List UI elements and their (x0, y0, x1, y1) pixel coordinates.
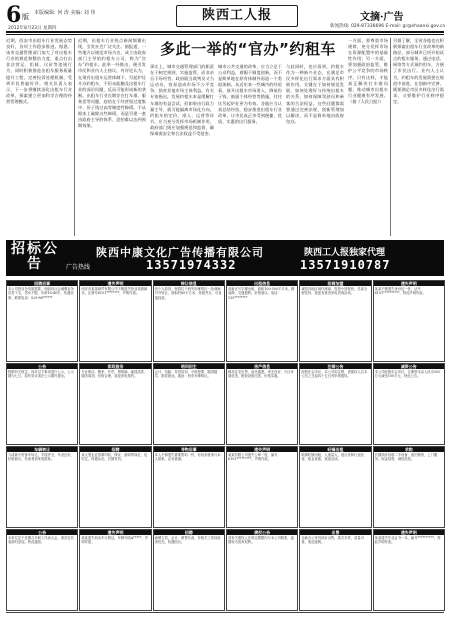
editor-line: 本版编辑: 何 涛 美编: 刘 伟 (34, 10, 96, 16)
classified-ad (226, 529, 298, 611)
masthead-logo: 陕西工人报 (176, 5, 298, 27)
classified-title: 家政服务 (80, 364, 150, 369)
section-title: 文摘·广告 (360, 12, 404, 23)
classified-ad (6, 363, 78, 445)
date-line: 2012年8月23日 星期四 (8, 26, 57, 31)
classified-ad (373, 446, 445, 528)
page-suffix: 版 (22, 13, 29, 21)
page-number: 6 (6, 2, 22, 28)
classified-ad (6, 446, 78, 528)
classified-title: 出售 (300, 530, 370, 535)
classified-body: 西安市某某商贸有限公司不慎遗失营业执照副本，注册号6101********，声明作废。 (81, 287, 148, 296)
classified-body: 某某不慎遗失身份证一张，证号6101**********，特此声明作废。 (374, 287, 426, 296)
classified-body: 请有关债权人在规定期限内与本公司联系，逾期视为放弃权利。 (228, 536, 294, 545)
article-column-2: 事实上，城市交通管理部门的职责在于制定规则、实施监管，而非亲自下场经营。政府既当裁判员又当运动员，容易造成市场不公平竞争，损害其他市场主体利益。有关专家指出，发展约租车本是缓解打车难的有益尝试，但如果由行政力量主导，就可能偏离市场化方向。约租车的定价、准入、运营等环节，应当充分发挥市场机制作用，政府部门则应加强规范和监督，确保乘客安全和合法权益不受侵害。 (150, 64, 214, 137)
classified-body: 根据有关规定，现对以下事项进行公示，公示期为七日，如有异议请在公示期内提出。 (8, 370, 74, 379)
classified-ad (373, 280, 445, 362)
classified-title: 公告 (7, 364, 77, 369)
classified-body: 某大型企业招聘司机、保安、厨师等岗位，包吃住，待遇从优，长期有效。 (81, 453, 148, 462)
article-headline: 多此一举的“官办”约租车 (160, 40, 336, 58)
classified-title: 车辆转让 (7, 447, 77, 452)
classified-body: 本公司因业务发展需要，现面向社会诚聘业务员若干名，男女不限，年龄18-40岁，待遇优厚。联系电话：029-88****** (8, 287, 74, 300)
side-left-column: 近期，西安市出租车行业发展态势良好，各项工作稳步推进。据悉，该市交通管理部门加大了对出租车行业的规范和整治力度，重点打击非法营运、拒载、议价等违规行为，同时积极推进出租车服务质量提升工程，完善投诉处理机制，受到市民普遍好评。相关负责人表示，下一步将继续深化出租车行业改革，探索建立更加科学合理的经营管理模式。 (6, 38, 72, 104)
classified-ad (153, 280, 225, 362)
classified-body: 经股东会决议，本公司拟注销，请债权人自本公告之日起四十五日内申报债权。 (301, 370, 368, 379)
classified-ad (373, 529, 445, 611)
classified-ad (79, 363, 151, 445)
classified-ad (79, 280, 151, 362)
article-column-1: 近期，出租车行业热点新闻频繁出现，引发社会广泛关注。据报道，一些地方以规范市场为名，成立由政府部门主导的约租车公司，称为“官办”约租车。此举一经推出，便引发市民和业内人士热议。有评论认为，在现有出租车运营体制下，另起炉灶开办约租车，不但未能触及出租车行业的深层问题，反而可能形成新的垄断。出租车行业长期存在打车难、服务差等问题，症结在于经营权过度集中、份子钱过高等制度性障碍。不从根本上破除这些障碍，而是另建一套由政府主导的体系，恐怕难以达到预期效果。 (78, 38, 146, 129)
classified-body: 因个人原因，现将位于西安市雁塔区一处商铺对外转让，面积约80平方米，设施齐全，可直接经营。 (154, 287, 222, 300)
banner-tel-label: 广告热线 (66, 264, 91, 271)
classified-body: 诚招各地区域代理商，投资小回报快，总部全程扶持，欢迎有意者来电咨询洽谈。 (301, 287, 368, 296)
classified-title: 转让信息 (154, 281, 224, 286)
classified-title: 遗失声明 (374, 530, 444, 535)
classified-ad (153, 529, 225, 611)
classified-body: 临街旺铺出租，人流量大，适合各种行业经营，租金优惠，欢迎洽谈。 (301, 453, 364, 462)
classified-body: 全新办公家具低价出售，款式多样，质量可靠，欢迎选购。 (301, 536, 364, 545)
classified-title: 减资公告 (374, 364, 444, 369)
header-rule-thin (6, 34, 444, 35)
classified-ad (299, 280, 371, 362)
classified-ad (6, 529, 78, 611)
classified-ad (373, 363, 445, 445)
classified-ad (79, 446, 151, 528)
hotline-line: 新闻热线: 029-87336696 E-mail: gr@shaanxi.gov.cn (330, 24, 446, 29)
classified-body: 专业保洁、搬家、开荒、擦玻璃、地毯清洗，服务周到，价格合理，欢迎来电预约。 (81, 370, 148, 379)
side-right-column: 另据了解，全省各地也在积极探索出租车行业改革的新路径，部分城市已经开始试点约租车服务，通过电话、网络等方式预约用车，方便了市民出行。业内人士认为，约租车的发展需要在规范中前进，在创新中完善，既要满足市民多样化出行需求，又要维护行业秩序稳定。 (393, 38, 444, 104)
classified-title: 招聘 (80, 447, 150, 452)
classified-ad (299, 363, 371, 445)
classified-title: 房产信息 (227, 364, 297, 369)
classified-title: 求购 (374, 447, 444, 452)
column-divider (74, 38, 75, 236)
classified-body: 长期高价回收二手设备、废旧物资，上门服务，现金结算，诚信经营。 (374, 453, 438, 462)
classified-body: 本单位定于近期召开职工代表大会，请各位代表准时参加，特此通知。 (8, 536, 74, 545)
classified-ad (299, 446, 371, 528)
classified-ad (226, 280, 298, 362)
header-rule (6, 31, 444, 33)
classified-body: 本人不慎遗失重要资料一份，有拾到者请与本人联系，必有重谢。 (154, 453, 221, 462)
classified-title: 债权公告 (227, 530, 297, 535)
classified-title: 寻物启事 (154, 447, 224, 452)
classified-title: 注销公告 (300, 364, 370, 369)
classified-ad (299, 529, 371, 611)
article-column-4: 与此同时，也应看到，约租车作为一种新兴业态，在满足市民多样化出行需求方面具有积极作用。关键在于如何规范发展，如何处理好与传统出租车的关系，如何保障驾驶员和乘客的合法权益。这些问题都需要通过完善法规、创新管理加以解决，而不是简单地由政府包办。 (286, 64, 344, 124)
classified-title: 遗失声明 (80, 281, 150, 286)
article-column-3: 城市公共交通的改革，应当立足于公众利益，着眼于制度创新，而不是简单地在原有体制外再造一个类似体制。从近年来一些城市的经验看，放开出租车市场准入、降低份子钱、鼓励个体经营等措施，往往比另起炉灶更为有效。各地应当认真总结经验，稳步推进出租车行业改革，让市民真正享受到便捷、优质、实惠的出行服务。 (218, 64, 282, 124)
classified-body: 某某遗失机动车行驶证，车牌号陕A*****，声明作废。 (81, 536, 148, 545)
classified-title: 遗失声明 (80, 530, 150, 535)
classified-title: 遗失声明 (374, 281, 444, 286)
classified-title: 招商加盟 (300, 281, 370, 286)
column-divider (390, 38, 391, 236)
banner-company: 陕西中康文化广告传播有限公司 (96, 246, 264, 259)
classified-title: 旺铺出租 (300, 447, 370, 452)
classified-title: 出租信息 (227, 281, 297, 286)
classified-body: 九成新小型客车转让，手续齐全，车况良好，价格面议，有意者请来电联系。 (8, 453, 74, 462)
article-column-5: 一方面，要尊重市场规律，充分发挥市场在资源配置中的基础性作用；另一方面，要加强政府监管，维护公平竞争的市场秩序。只有这样，才能真正解决打车难问题，推动城市出租车行业健康有序发展。（据《人民日报》） (348, 38, 388, 104)
classified-title: 培训招生 (154, 364, 224, 369)
classified-title: 公告 (7, 530, 77, 535)
classified-ad (226, 446, 298, 528)
classified-title: 遗失声明 (227, 447, 297, 452)
classified-body: 会计、电脑、英语培训，小班授课，随到随学，推荐就业。地址：西安市碑林区。 (154, 370, 218, 379)
footer-rule (6, 612, 444, 613)
classified-body: 某某有限公司遗失公章一枚，编号6101*********，声明作废。 (228, 453, 278, 462)
classified-ad (153, 363, 225, 445)
banner-phone-1: 13571974332 (146, 258, 237, 272)
classified-ad (6, 280, 78, 362)
classified-title: 招聘启事 (7, 281, 77, 286)
banner-left-title: 招标公告 (11, 241, 59, 272)
banner-phone-2: 13571910787 (300, 258, 391, 272)
classified-body: 某某遗失毕业证书一本，编号**********，特此声明作废。 (374, 536, 441, 545)
classified-body: 诚聘文员、会计、销售代表，有相关工作经验者优先，待遇面议。 (154, 536, 221, 545)
banner-slogan: 陕西工人报独家代理 (304, 248, 386, 258)
classified-body: 精品住宅出售，南北通透，采光良好，小区环境优美，配套设施完善，价格实惠。 (228, 370, 294, 379)
classifieds-grid (6, 280, 444, 610)
classified-ad (153, 446, 225, 528)
classified-body: 高新区写字楼出租，面积100-500平方米，精装修，交通便利，价格面议。电话：135******** (228, 287, 295, 300)
classified-ad (79, 529, 151, 611)
classified-body: 本公司经股东会决议，注册资本由人民币500万元减至100万元，特此公告。 (374, 370, 441, 379)
classified-title: 招聘 (154, 530, 224, 535)
classified-ad (226, 363, 298, 445)
